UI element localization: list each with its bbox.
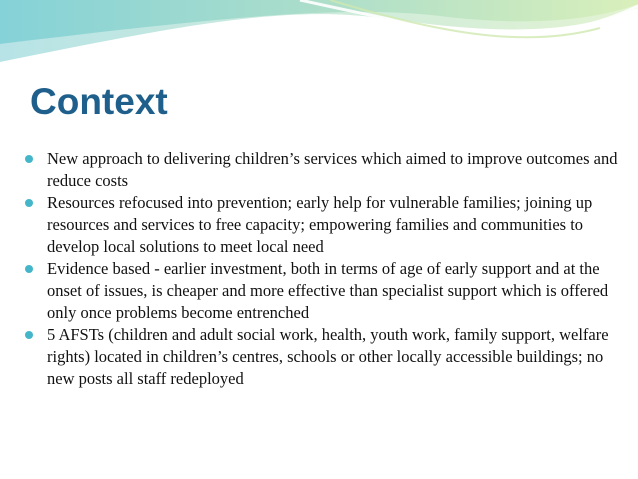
bullet-list xyxy=(20,148,620,390)
bullet-item xyxy=(20,192,620,258)
bullet-text: Resources refocused into prevention; early help for vulnerable families; joining up resources and services to free capacity; empowering families and communities to develop local solutions to meet local need xyxy=(47,193,593,256)
bullet-item xyxy=(20,258,620,324)
bullet-dot-icon xyxy=(25,331,33,339)
bullet-text: Evidence based - earlier investment, both in terms of age of early support and at the onset of issues, is cheaper and more effective than specialist support which is offered only once problems become entrenched xyxy=(47,259,609,322)
bullet-dot-icon xyxy=(25,265,33,273)
bullet-text: 5 AFSTs (children and adult social work, health, youth work, family support, welfare rights) located in children’s centres, schools or other locally accessible buildings; no new posts all staff redeployed xyxy=(47,325,609,388)
bullet-item xyxy=(20,148,620,192)
bullet-dot-icon xyxy=(25,199,33,207)
slide-title: Context xyxy=(30,81,168,122)
bullet-dot-icon xyxy=(25,155,33,163)
bullet-item xyxy=(20,324,620,390)
decorative-wave-banner xyxy=(0,0,638,90)
bullet-text: New approach to delivering children’s services which aimed to improve outcomes and reduce costs xyxy=(47,149,618,190)
